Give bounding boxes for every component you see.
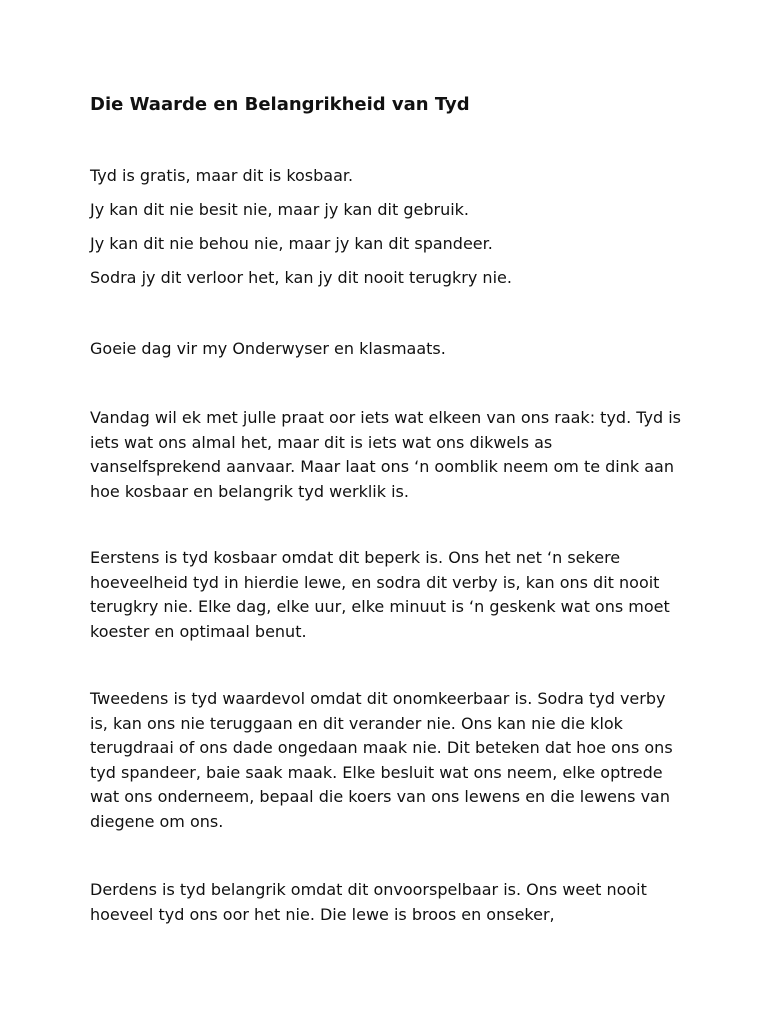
poem-line: Sodra jy dit verloor het, kan jy dit nooit terugkry nie.: [90, 268, 512, 287]
poem-line: Tyd is gratis, maar dit is kosbaar.: [90, 166, 354, 185]
paragraph: Tweedens is tyd waardevol omdat dit onomkeerbaar is. Sodra tyd verby is, kan ons nie teruggaan en dit verander nie. Ons kan nie die klok terugdraai of ons dade ongedaan maak nie. Dit beteken dat hoe ons ons tyd spandeer, baie saak maak. Elke besluit wat ons neem, elke optrede wat ons onderneem, bepaal die koers van ons lewens en die lewens van diegene om ons.: [90, 689, 673, 831]
poem-line: Jy kan dit nie behou nie, maar jy kan dit spandeer.: [90, 234, 493, 253]
paragraph: Derdens is tyd belangrik omdat dit onvoorspelbaar is. Ons weet nooit hoeveel tyd ons oor het nie. Die lewe is broos en onseker,: [90, 880, 647, 924]
paragraph: Eerstens is tyd kosbaar omdat dit beperk is. Ons het net ‘n sekere hoeveelheid tyd in hierdie lewe, en sodra dit verby is, kan ons dit nooit terugkry nie. Elke dag, elke uur, elke minuut is ‘n geskenk wat ons moet koester en optimaal benut.: [90, 548, 670, 641]
paragraph: Vandag wil ek met julle praat oor iets wat elkeen van ons raak: tyd. Tyd is iets wat ons almal het, maar dit is iets wat ons dikwels as vanselfsprekend aanvaar. Maar laat ons ‘n oomblik neem om te dink aan hoe kosbaar en belangrik tyd werklik is.: [90, 408, 682, 501]
greeting-line: Goeie dag vir my Onderwyser en klasmaats.: [90, 339, 446, 358]
poem-line: Jy kan dit nie besit nie, maar jy kan dit gebruik.: [90, 200, 470, 219]
document-title: Die Waarde en Belangrikheid van Tyd: [90, 94, 470, 115]
